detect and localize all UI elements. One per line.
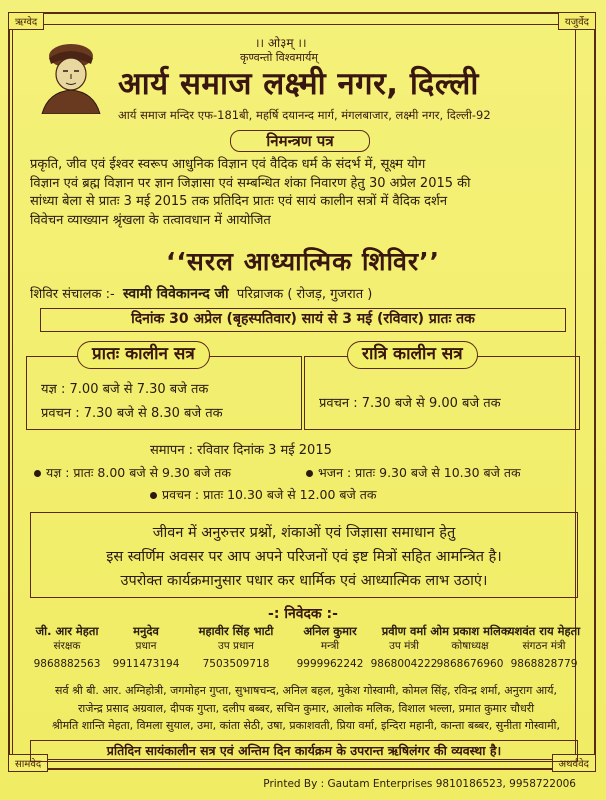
officer-name: प्रवीण वर्मा — [381, 624, 427, 638]
officer-phone: 7503509718 — [202, 658, 270, 670]
morning-session-title: प्रातः कालीन सत्र — [77, 341, 210, 369]
corner-label-atharvaveda: अथर्ववेद — [552, 754, 596, 772]
camp-director — [30, 284, 372, 303]
officer-role: संरक्षक — [53, 640, 81, 652]
motto: कृण्वन्तो विश्वमार्यम् — [240, 51, 318, 64]
bullet-icon — [306, 470, 313, 477]
night-session-box — [304, 344, 580, 430]
swami-portrait-icon — [28, 40, 114, 114]
intro-paragraph — [30, 156, 586, 230]
officer-name: ओम प्रकाश मलिक — [430, 624, 510, 638]
officer-name: जी. आर मेहता — [35, 624, 99, 638]
message-line: उपरोक्त कार्यक्रमानुसार पधार कर धार्मिक एवं आध्यात्मिक लाभ उठाएं। — [120, 573, 488, 589]
officer-role: कोषाध्यक्ष — [451, 640, 489, 652]
officer-phone: 9868828779 — [510, 658, 578, 670]
intro-line: विज्ञान एवं ब्रह्म विज्ञान पर ज्ञान जिज्ञासा एवं सम्बन्धित शंका निवारण हेतु 30 अप्रेल 2015 की — [30, 175, 471, 191]
director-label: शिविर संचालक :- — [30, 287, 115, 302]
bullet-icon — [150, 492, 157, 499]
officer-card — [294, 624, 366, 670]
officer-role: उप मंत्री — [389, 640, 419, 652]
night-session-row: प्रवचन : 7.30 बजे से 9.00 बजे तक — [319, 396, 501, 411]
members-line: श्रीमति शान्ति मेहता, विमला सुयाल, उमा, कांता सेठी, उषा, प्रकाशवती, प्रिया वर्मा, इन्दिरा महानी, कान्ता बब्बर, सुनीता गोस्वामी, — [51, 719, 561, 732]
om-heading: ।। ओ३म् ।। — [255, 36, 307, 50]
officer-role: उप प्रधान — [217, 640, 255, 652]
officer-name: यशवंत राय मेहता — [507, 624, 581, 638]
officer-name: मनुदेव — [133, 624, 159, 638]
officer-role: प्रधान — [135, 640, 157, 652]
closing-day-label: समापन : रविवार दिनांक 3 मई 2015 — [150, 443, 332, 458]
nivedak-heading: -: निवेदक :- — [268, 606, 338, 622]
corner-label-samaveda: सामवेद — [8, 754, 48, 772]
message-line: जीवन में अनुरुत्तर प्रश्नों, शंकाओं एवं जिज्ञासा समाधान हेतु — [152, 525, 456, 541]
corner-label-rigveda: ऋग्वेद — [8, 12, 44, 30]
morning-session-box — [26, 344, 302, 430]
officer-card — [188, 624, 284, 670]
invitation-badge: निमन्त्रण पत्र — [230, 130, 370, 152]
closing-day-item: भजन : प्रातः 9.30 बजे से 10.30 बजे तक — [306, 464, 521, 481]
officer-phone: 9999962242 — [296, 658, 364, 670]
officer-card — [110, 624, 182, 670]
closing-day-item: प्रवचन : प्रातः 10.30 बजे से 12.00 बजे तक — [150, 486, 377, 503]
closing-day-item: यज्ञ : प्रातः 8.00 बजे से 9.30 बजे तक — [34, 464, 231, 481]
night-session-title: रात्रि कालीन सत्र — [347, 341, 478, 369]
intro-line: प्रकृति, जीव एवं ईश्वर स्वरूप आधुनिक विज्ञान एवं वैदिक धर्म के संदर्भ में, सूक्ष्म योग — [30, 157, 426, 172]
officer-name: अनिल कुमार — [303, 624, 357, 638]
officer-phone: 9868004222 — [370, 658, 438, 670]
intro-line: सांध्या बेला से प्रातः 3 मई 2015 तक प्रतिदिन प्रातः एवं सायं कालीन सत्रों में वैदिक दर्शन — [30, 194, 448, 209]
officer-card — [32, 624, 102, 670]
date-range-box: दिनांक 30 अप्रेल (बृहस्पतिवार) सायं से 3 मई (रविवार) प्रातः तक — [40, 308, 566, 332]
members-line: राजेन्द्र प्रसाद अग्रवाल, दीपक गुप्ता, दलीप बब्बर, सचिन कुमार, आलोक मलिक, विशाल भल्ला, प्रमात कुमार चौधरी — [77, 701, 535, 715]
officer-phone: 9868676960 — [436, 658, 504, 670]
morning-session-row: यज्ञ : 7.00 बजे से 7.30 बजे तक — [41, 382, 209, 397]
director-name: स्वामी विवेकानन्द जी — [122, 286, 229, 302]
bullet-icon — [34, 470, 41, 477]
invitation-message-box — [30, 512, 578, 598]
officer-phone: 9868882563 — [33, 658, 101, 670]
officer-role: संगठन मंत्री — [522, 640, 566, 652]
closing-note-box: प्रतिदिन सायंकालीन सत्र एवं अन्तिम दिन कार्यक्रम के उपरान्त ऋषिलंगर की व्यवस्था है। — [30, 740, 578, 762]
officers-list — [22, 624, 588, 680]
officer-name: महावीर सिंह भाटी — [198, 624, 274, 638]
printer-credit: Printed By : Gautam Enterprises 9810186523, 9958722006 — [263, 778, 576, 790]
morning-session-row: प्रवचन : 7.30 बजे से 8.30 बजे तक — [41, 406, 223, 421]
officer-role: मन्त्री — [320, 640, 340, 652]
camp-title: ‘‘सरल आध्यात्मिक शिविर’’ — [165, 247, 441, 276]
message-line: इस स्वर्णिम अवसर पर आप अपने परिजनों एवं इष्ट मित्रों सहित आमन्त्रित है। — [106, 549, 502, 565]
officer-phone: 9911473194 — [112, 658, 180, 670]
intro-line: विवेचन व्याख्यान श्रृंखला के तत्वावधान में आयोजित — [30, 212, 271, 228]
members-list — [30, 682, 582, 735]
organization-address: आर्य समाज मन्दिर एफ-181बी, महर्षि दयानन्द मार्ग, मंगलबाजार, लक्ष्मी नगर, दिल्ली-92 — [118, 108, 491, 122]
director-suffix: परिव्राजक ( रोजड़, गुजरात ) — [236, 287, 373, 302]
members-line: सर्व श्री बी. आर. अग्निहोत्री, जगमोहन गुप्ता, सुभाषचन्द, अनिल बहल, मुकेश गोस्वामी, कोमल सिंह, रविन्द्र शर्मा, अनुराग आर्य, — [55, 684, 557, 697]
officer-card — [500, 624, 588, 670]
organization-title: आर्य समाज लक्ष्मी नगर, दिल्ली — [118, 66, 479, 102]
corner-label-yajurveda: यजुर्वेद — [558, 12, 596, 30]
